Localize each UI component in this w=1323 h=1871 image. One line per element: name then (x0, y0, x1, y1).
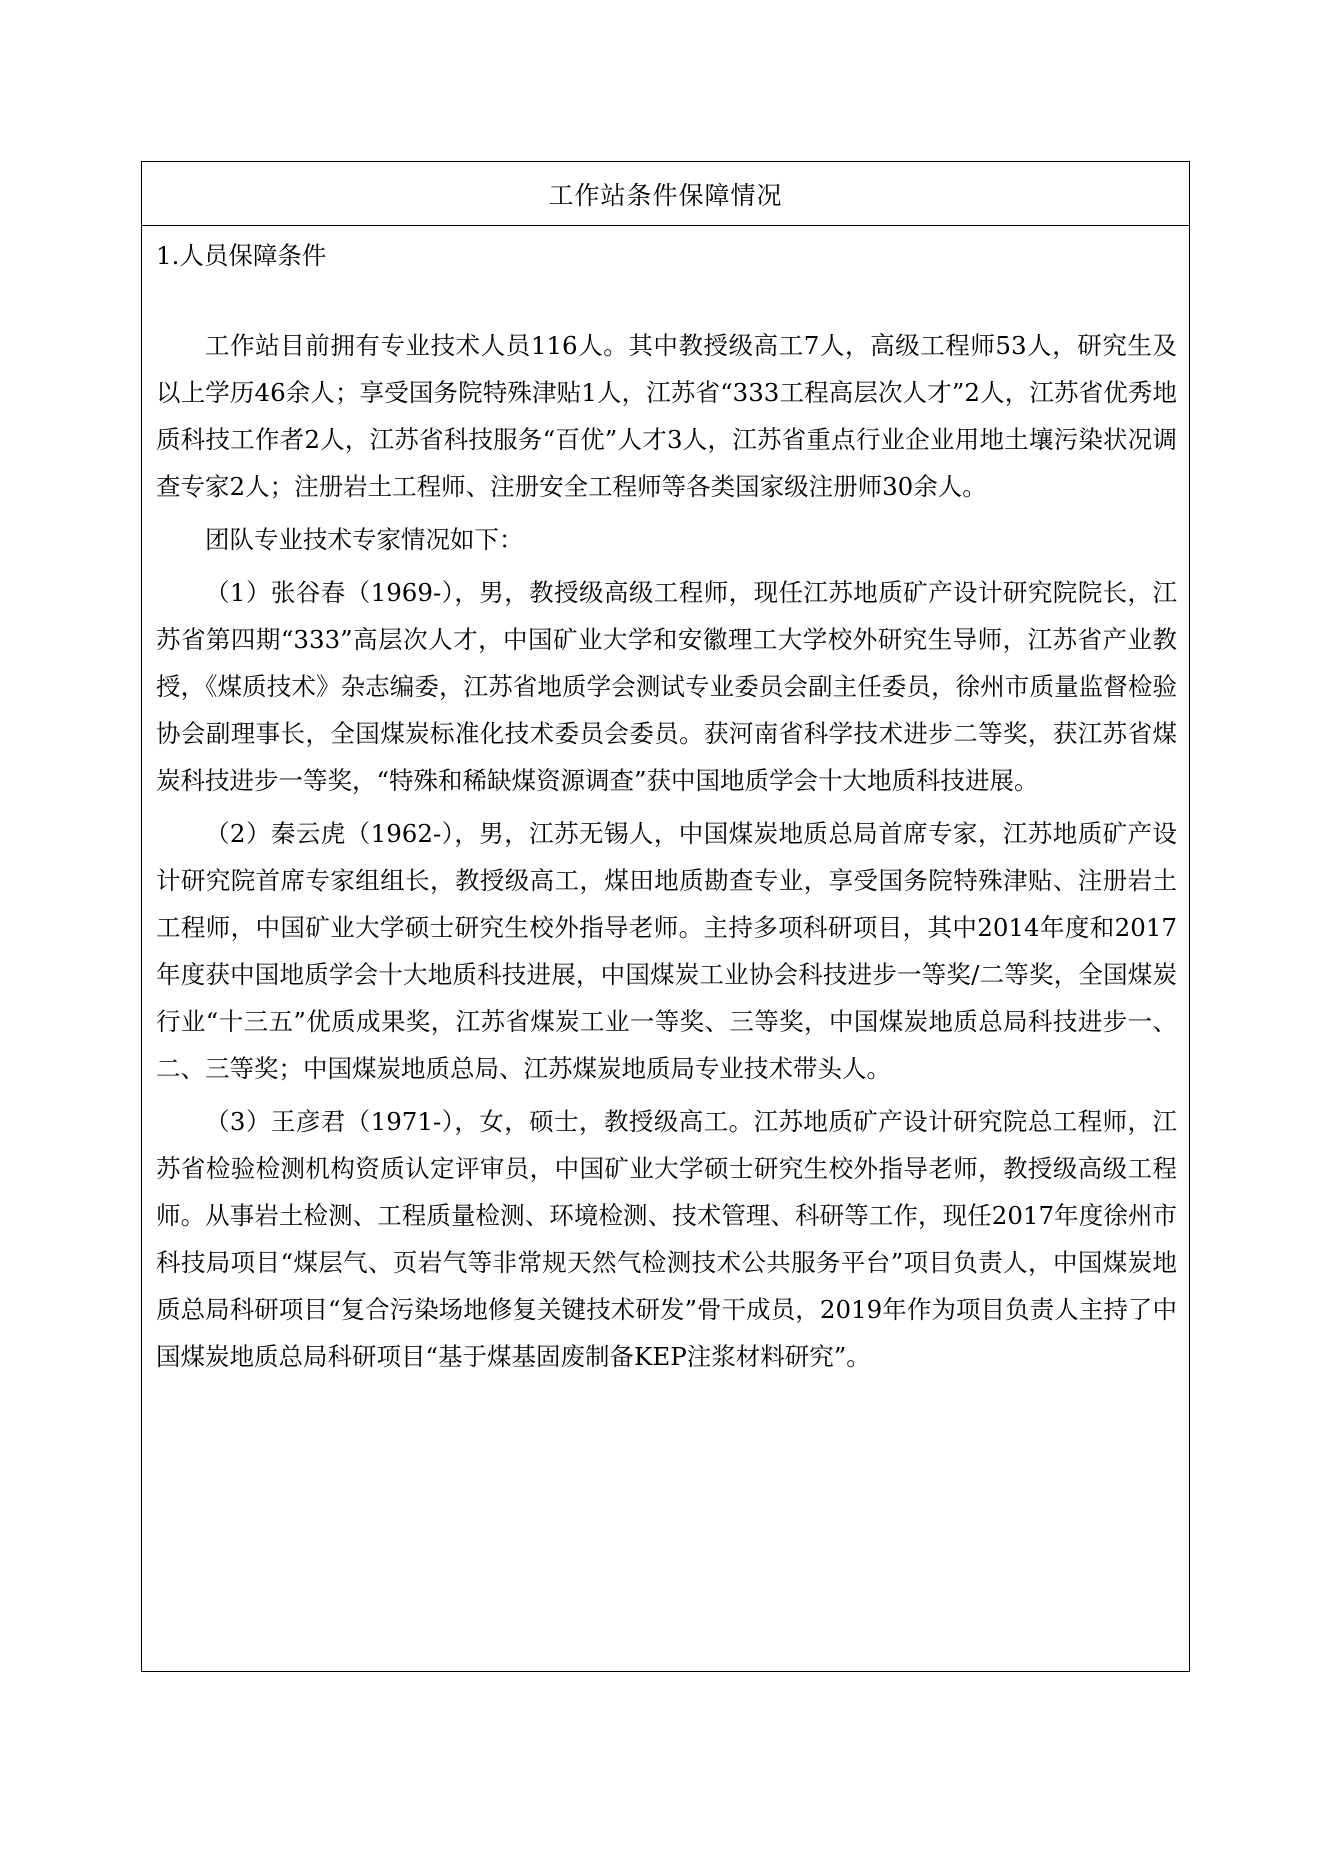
table-title-row (142, 162, 1189, 226)
paragraph-expert-2: （2）秦云虎（1962-），男，江苏无锡人，中国煤炭地质总局首席专家，江苏地质矿产设计研究院首席专家组组长，教授级高工，煤田地质勘查专业，享受国务院特殊津贴、注册岩土工程师，中国矿业大学硕士研究生校外指导老师。主持多项科研项目，其中2014年度和2017年度获中国地质学会十大地质科技进展，中国煤炭工业协会科技进步一等奖/二等奖，全国煤炭行业“十三五”优质成果奖，江苏省煤炭工业一等奖、三等奖，中国煤炭地质总局科技进步一、二、三等奖；中国煤炭地质总局、江苏煤炭地质局专业技术带头人。 (156, 819, 1177, 1083)
paragraph-experts-intro: 团队专业技术专家情况如下： (205, 525, 524, 554)
paragraph-personnel-summary: 工作站目前拥有专业技术人员116人。其中教授级高工7人，高级工程师53人，研究生及以上学历46余人；享受国务院特殊津贴1人，江苏省“333工程高层次人才”2人，江苏省优秀地质科技工作者2人，江苏省科技服务“百优”人才3人，江苏省重点行业企业用地土壤污染状况调查专家2人；注册岩土工程师、注册安全工程师等各类国家级注册师30余人。 (156, 331, 1177, 501)
section-heading: 1.人员保障条件 (156, 241, 327, 270)
table-body-cell (142, 238, 1189, 1380)
paragraph-expert-1: （1）张谷春（1969-），男，教授级高级工程师，现任江苏地质矿产设计研究院院长，江苏省第四期“333”高层次人才，中国矿业大学和安徽理工大学校外研究生导师，江苏省产业教授，《煤质技术》杂志编委，江苏省地质学会测试专业委员会副主任委员，徐州市质量监督检验协会副理事长，全国煤炭标准化技术委员会委员。获河南省科学技术进步二等奖，获江苏省煤炭科技进步一等奖，“特殊和稀缺煤资源调查”获中国地质学会十大地质科技进展。 (156, 578, 1177, 795)
paragraph-expert-3: （3）王彦君（1971-），女，硕士，教授级高工。江苏地质矿产设计研究院总工程师，江苏省检验检测机构资质认定评审员，中国矿业大学硕士研究生校外指导老师，教授级高级工程师。从事岩土检测、工程质量检测、环境检测、技术管理、科研等工作，现任2017年度徐州市科技局项目“煤层气、页岩气等非常规天然气检测技术公共服务平台”项目负责人，中国煤炭地质总局科研项目“复合污染场地修复关键技术研发”骨干成员，2019年作为项目负责人主持了中国煤炭地质总局科研项目“基于煤基固废制备KEP注浆材料研究”。 (156, 1107, 1177, 1371)
document-table (141, 161, 1190, 1672)
table-title: 工作站条件保障情况 (548, 180, 783, 210)
